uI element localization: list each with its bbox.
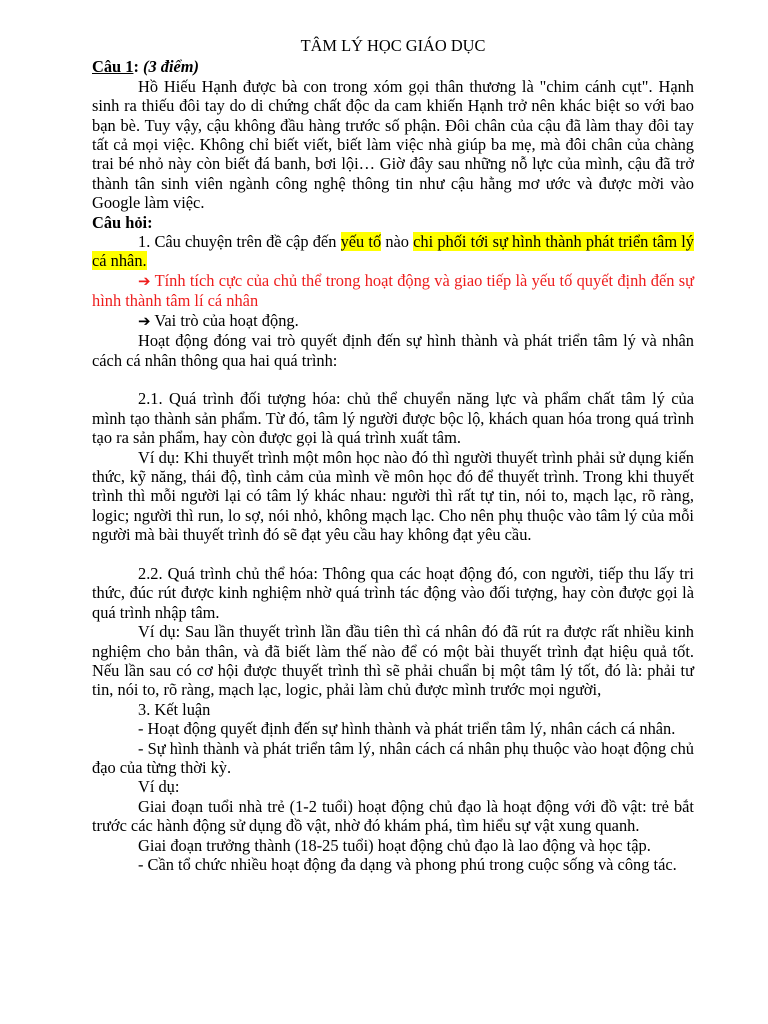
conclusion-point-2: - Sự hình thành và phát triển tâm lý, nhân cách cá nhân phụ thuộc vào hoạt động chủ đạo của từng thời kỳ. [92, 738, 694, 777]
conclusion-point-3: - Cần tổ chức nhiều hoạt động đa dạng và phong phú trong cuộc sống và công tác. [138, 855, 677, 875]
question-text [92, 232, 694, 271]
example-label: Ví dụ: [138, 777, 180, 797]
example-1-paragraph: Ví dụ: Khi thuyết trình một môn học nào đó thì người thuyết trình phải sử dụng kiến thức, kỹ năng, thái độ, tình cảm của mình về môn học đó để thuyết trình. Trong khi thuyết trình thì mỗi người lại có tâm lý khác nhau: người thì rất tự tin, nói to, mạch lạc, rõ ràng, logic; người thì run, lo sợ, nói nhỏ, không mạch lạc. Cho nên phụ thuộc vào tâm lý của mỗi người mà bài thuyết trình đó sẽ đạt yêu cầu hay không đạt yêu cầu. [92, 447, 694, 545]
question-part-2: nào [381, 232, 414, 252]
answer-text: Tính tích cực của chủ thể trong hoạt động và giao tiếp là yếu tố quyết định đến sự hình thành tâm lí cá nhân [92, 270, 694, 311]
role-paragraph: Hoạt động đóng vai trò quyết định đến sự hình thành và phát triển tâm lý và nhân cách cá nhân thông qua hai quá trình: [92, 331, 694, 370]
question-1-label: Câu 1 [92, 57, 134, 77]
objectification-paragraph: 2.1. Quá trình đối tượng hóa: chủ thể chuyển năng lực và phẩm chất tâm lý của mình tạo thành sản phẩm. Từ đó, tâm lý người được bộc lộ, khách quan hóa trong quá trình tạo ra sản phẩm, hay còn được gọi là quá trình xuất tâm. [92, 389, 694, 448]
spacer [92, 370, 694, 389]
arrow-right-icon: ➔ [138, 271, 151, 290]
example-2-paragraph: Ví dụ: Sau lần thuyết trình lần đầu tiên thì cá nhân đó đã rút ra được rất nhiều kinh nghiệm cho bản thân, và đã biết làm thế nào để có một bài thuyết trình đạt hiệu quả tốt. Nếu lần sau có cơ hội được thuyết trình thì sẽ phải chuẩn bị một tâm lý tốt, đó là: phải tư tin, nói to, rõ ràng, mạch lạc, logic, phải làm chủ được mình trước mọi người, [92, 622, 694, 700]
question-1-header [92, 57, 694, 76]
document-page [92, 32, 694, 874]
conclusion-heading: 3. Kết luận [138, 699, 211, 719]
question-1-colon: : [133, 57, 139, 77]
subjectification-paragraph: 2.2. Quá trình chủ thể hóa: Thông qua các hoạt động đó, con người, tiếp thu lấy tri thức, đúc rút được kinh nghiệm nhờ quá trình tác động vào đối tượng, hay còn được gọi là quá trình nhập tâm. [92, 563, 694, 622]
answer-paragraph [92, 271, 694, 311]
questions-heading: Câu hỏi: [92, 212, 153, 232]
question-1-points: (3 điểm) [143, 57, 200, 77]
question-part-1: 1. Câu chuyện trên đề cập đến [138, 232, 341, 252]
example-nursery: Giai đoạn tuổi nhà trẻ (1-2 tuổi) hoạt động chủ đạo là hoạt động với đồ vật: trẻ bắt trước các hành động sử dụng đồ vật, nhờ đó khám phá, tìm hiểu sự vật xung quanh. [92, 796, 694, 836]
role-text: Vai trò của hoạt động. [154, 310, 299, 330]
role-heading [92, 311, 694, 331]
story-paragraph: Hồ Hiếu Hạnh được bà con trong xóm gọi thân thương là "chim cánh cụt". Hạnh sinh ra thiếu đôi tay do di chứng chất độc da cam khiến Hạnh trở nên khác biệt so với bao bạn bè. Tuy vậy, cậu không đầu hàng trước số phận. Đôi chân của cậu đã làm thay đôi tay tất cả mọi việc. Không chỉ biết viết, biết làm việc nhà giúp ba mẹ, mà đôi chân của chàng trai bé nhỏ này còn biết đá banh, bơi lội… Giờ đây sau những nỗ lực của mình, cậu đã trở thành tân sinh viên ngành công nghệ thông tin như cậu hằng mơ ước và được mời vào Google làm việc. [92, 76, 694, 213]
document-title: TÂM LÝ HỌC GIÁO DỤC [300, 36, 486, 55]
spacer [92, 545, 694, 564]
highlight-yeu-to: yếu tố [340, 232, 382, 252]
highlight-chi-phoi: chi phối tới sự hình thành phát triển tâm lý cá nhân. [92, 232, 694, 271]
conclusion-point-1: - Hoạt động quyết định đến sự hình thành và phát triển tâm lý, nhân cách cá nhân. [138, 719, 676, 739]
example-adult: Giai đoạn trưởng thành (18-25 tuổi) hoạt động chủ đạo là lao động và học tập. [138, 835, 651, 855]
arrow-right-icon: ➔ [138, 311, 151, 330]
